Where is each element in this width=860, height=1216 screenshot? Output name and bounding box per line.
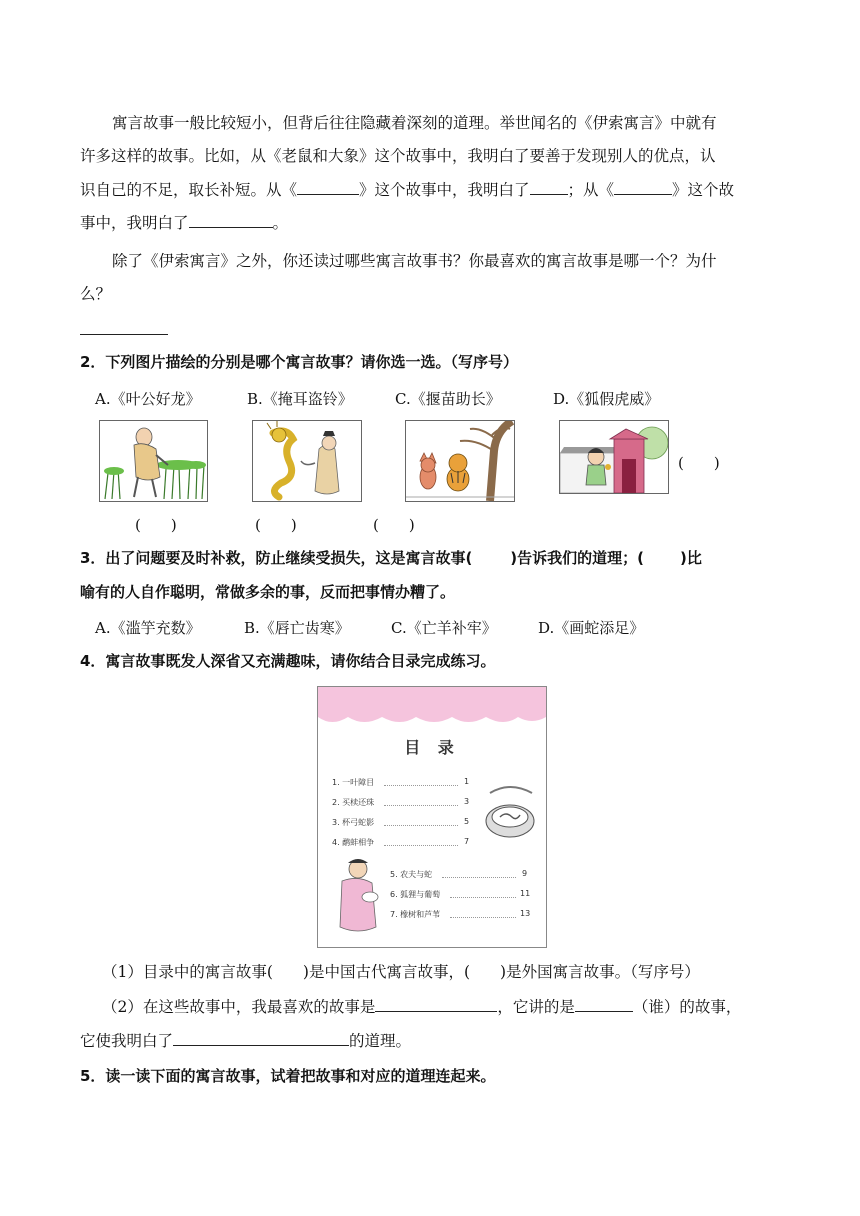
text: （2）在这些故事中，我最喜欢的故事是 [102,998,376,1016]
q3-option-a: A.《滥竽充数》 [95,619,201,637]
answer-paren[interactable]: ( ) [678,454,720,472]
answer-blank[interactable] [614,180,672,195]
text: 它使我明白了 [80,1032,174,1050]
toc-dots [384,825,458,826]
q2-option-a: A.《叶公好龙》 [95,390,201,408]
q2-option-c: C.《揠苗助长》 [395,390,501,408]
answer-blank[interactable] [173,1031,349,1046]
intro-line-3 [80,180,734,200]
toc-item: 6. 狐狸与葡萄 [390,890,441,899]
toc-title: 目 录 [404,738,460,757]
intro-line-6: 么？ [80,285,112,303]
text: 3．出了问题要及时补救，防止继续受损失，这是寓言故事( [80,549,473,567]
boy-with-bell-image [559,420,669,494]
answer-blank[interactable] [189,213,273,228]
q4-sub2-line-1 [102,997,741,1017]
q4-sub2-line-2 [80,1031,411,1051]
text: 》这个故 [672,181,735,199]
q2-option-b: B.《掩耳盗铃》 [247,390,353,408]
toc-item: 5. 农夫与蛇 [390,870,433,879]
q5-stem: 5．读一读下面的寓言故事，试着把故事和对应的道理连起来。 [80,1067,496,1085]
toc-dots [384,785,458,786]
text: 事中，我明白了 [80,214,189,232]
toc-banner [318,687,546,727]
toc-item: 2. 买椟还珠 [332,798,375,807]
toc-page: 1 [464,777,470,786]
answer-paren[interactable]: ( ) [135,516,177,534]
toc-item: 3. 杯弓蛇影 [332,818,375,827]
toc-page: 5 [464,817,470,826]
q2-option-d: D.《狐假虎威》 [553,390,660,408]
q3-option-b: B.《唇亡齿寒》 [244,619,350,637]
toc-dots [384,845,458,846]
text: ，它讲的是 [497,998,575,1016]
answer-paren[interactable]: ( ) [373,516,415,534]
toc-item: 7. 橡树和芦苇 [390,910,441,919]
bowl-illustration [480,783,540,843]
answer-paren[interactable]: ( ) [255,516,297,534]
answer-blank[interactable] [375,997,497,1012]
toc-item: 4. 鹬蚌相争 [332,838,375,847]
toc-page: 3 [464,797,470,806]
q4-stem: 4．寓言故事既发人深省又充满趣味，请你结合目录完成练习。 [80,652,496,670]
answer-blank[interactable] [575,997,633,1012]
toc-page: 7 [464,837,470,846]
toc-page: 9 [522,869,528,878]
intro-line-1: 寓言故事一般比较短小，但背后往往隐藏着深刻的道理。举世闻名的《伊索寓言》中就有 [112,114,717,132]
text: （1）目录中的寓言故事( [102,963,273,981]
toc-dots [442,877,516,878]
text: 的道理。 [349,1032,412,1050]
scholar-illustration [332,857,382,937]
answer-blank[interactable] [530,180,568,195]
text: 》这个故事中，我明白了 [359,181,530,199]
intro-line-4 [80,213,288,233]
text: （谁）的故事， [632,998,742,1016]
answer-line[interactable] [80,334,168,335]
toc-page: 13 [520,909,531,918]
text: 。 [272,214,289,232]
q4-sub1 [102,962,700,982]
answer-blank[interactable] [297,180,359,195]
text: 识自己的不足，取长补短。从《 [80,181,298,199]
text: )是中国古代寓言故事，( [302,963,471,981]
q2-stem: 2．下列图片描绘的分别是哪个寓言故事？请你选一选。（写序号） [80,353,518,371]
text: )告诉我们的道理；( [510,549,645,567]
text: )是外国寓言故事。（写序号） [500,963,700,981]
table-of-contents-image [317,686,547,948]
toc-page: 11 [520,889,531,898]
fox-and-tiger-image [405,420,515,502]
toc-item: 1. 一叶障目 [332,778,375,787]
dragon-and-man-image [252,420,362,502]
q3-stem-line-1 [80,548,702,568]
intro-line-5: 除了《伊索寓言》之外，你还读过哪些寓言故事书？你最喜欢的寓言故事是哪一个？为什 [112,252,717,270]
toc-dots [450,917,516,918]
toc-dots [384,805,458,806]
q3-stem-line-2: 喻有的人自作聪明，常做多余的事，反而把事情办糟了。 [80,583,456,601]
q3-option-d: D.《画蛇添足》 [538,619,645,637]
text: )比 [680,549,702,567]
text: ；从《 [567,181,615,199]
intro-line-2: 许多这样的故事。比如，从《老鼠和大象》这个故事中，我明白了要善于发现别人的优点，认 [80,147,716,165]
toc-dots [450,897,516,898]
farmer-pulling-seedlings-image [99,420,208,502]
q3-option-c: C.《亡羊补牢》 [391,619,497,637]
